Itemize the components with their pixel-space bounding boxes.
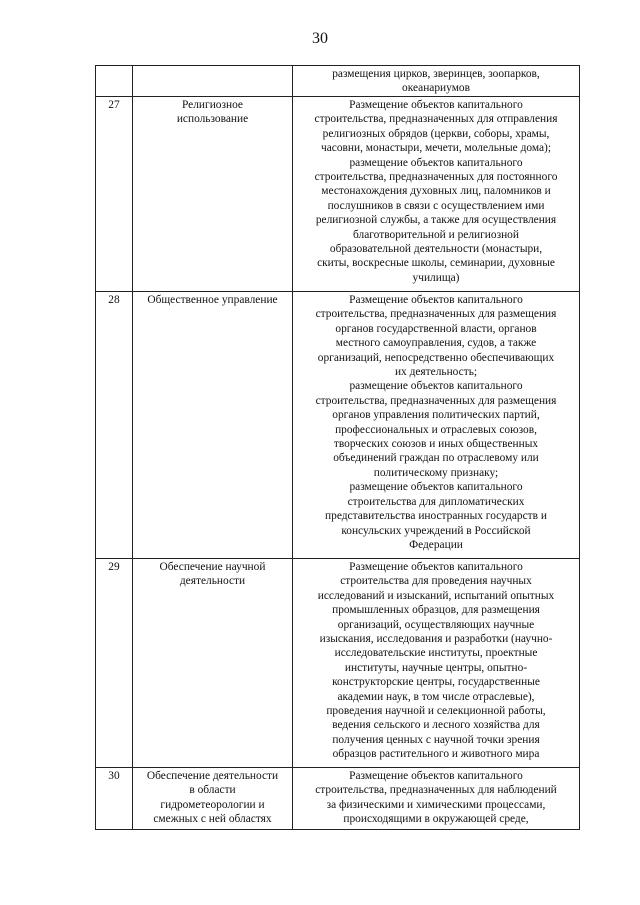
- name-line: в области: [189, 784, 236, 797]
- description-line: океанариумов: [402, 82, 470, 95]
- description-line: образцов растительного и животного мира: [332, 748, 540, 761]
- description-line: промышленных образцов, для размещения: [332, 604, 540, 617]
- description-line: строительства, предназначенных для отправления: [314, 113, 558, 126]
- row-number: 28: [96, 292, 133, 559]
- description-line: профессиональных и отраслевых союзов,: [335, 423, 537, 436]
- name-line: Обеспечение научной: [159, 561, 266, 573]
- table-row: [96, 292, 580, 559]
- description-line: Размещение объектов капитального: [349, 294, 523, 306]
- description-line: организаций, осуществляющих научные: [337, 618, 535, 631]
- land-use-table: [95, 65, 580, 830]
- description-line: за физическими и химическими процессами,: [326, 798, 546, 811]
- description-line: образовательной деятельности (монастыри,: [329, 243, 543, 256]
- description-line: училища): [412, 271, 460, 284]
- table-body: [96, 66, 580, 830]
- description-line: исследований и изысканий, испытаний опытных: [317, 589, 555, 602]
- name-line: смежных с ней областях: [153, 813, 272, 826]
- description-line: строительства, предназначенных для размещения: [315, 308, 557, 321]
- description-line: институты, научные центры, опытно-: [344, 661, 528, 674]
- row-number: 27: [96, 97, 133, 292]
- use-type-description: [293, 768, 580, 830]
- description-line: религиозных обрядов (церкви, соборы, храмы,: [322, 127, 550, 140]
- name-line: Обеспечение деятельности: [146, 770, 279, 782]
- table-row: [96, 66, 580, 97]
- row-number: [96, 66, 133, 97]
- description-line: размещение объектов капитального: [349, 380, 523, 393]
- table-row: [96, 768, 580, 830]
- use-type-name: [133, 97, 293, 292]
- row-number: 29: [96, 559, 133, 768]
- description-line: консульских учреждений в Российской: [341, 524, 531, 537]
- description-line: Размещение объектов капитального: [349, 99, 523, 111]
- page-number: 30: [312, 30, 328, 47]
- description-line: академии наук, в том числе отраслевые),: [337, 690, 535, 703]
- description-line: представительства иностранных государств и: [325, 510, 547, 523]
- description-line: строительства, предназначенных для размещения: [315, 394, 557, 407]
- description-line: местного самоуправления, судов, а также: [335, 337, 537, 350]
- description-line: размещение объектов капитального: [349, 481, 523, 494]
- name-line: деятельности: [179, 575, 246, 588]
- use-type-name: [133, 768, 293, 830]
- description-line: Размещение объектов капитального: [349, 561, 523, 573]
- description-line: строительства для дипломатических: [347, 495, 525, 508]
- description-line: их деятельность;: [394, 366, 478, 379]
- description-line: религиозной службы, а также для осуществления: [315, 214, 557, 227]
- use-type-description: [293, 559, 580, 768]
- description-line: органов управления политических партий,: [332, 409, 540, 422]
- description-line: строительства, предназначенных для наблюдений: [315, 784, 557, 797]
- description-line: благотворительной и религиозной: [353, 228, 519, 241]
- description-line: размещение объектов капитального: [349, 156, 523, 169]
- description-line: размещения цирков, зверинцев, зоопарков,: [332, 68, 540, 80]
- use-type-description: [293, 292, 580, 559]
- row-number: 30: [96, 768, 133, 830]
- description-line: часовни, монастыри, мечети, молельные дома);: [320, 142, 551, 155]
- description-line: конструкторские центры, государственные: [332, 676, 540, 689]
- description-line: Федерации: [409, 538, 463, 551]
- table-row: [96, 97, 580, 292]
- description-line: Размещение объектов капитального: [349, 770, 523, 782]
- description-line: скиты, воскресные школы, семинарии, духовные: [317, 257, 555, 270]
- name-line: Религиозное: [182, 99, 243, 111]
- description-line: ведения сельского и лесного хозяйства для: [332, 719, 540, 732]
- use-type-name: [133, 559, 293, 768]
- name-line: использование: [176, 113, 249, 126]
- description-line: исследовательские институты, проектные: [334, 647, 538, 660]
- description-line: строительства, предназначенных для постоянного: [314, 171, 558, 184]
- table-row: [96, 559, 580, 768]
- description-line: послушников в связи с осуществлением ими: [327, 199, 545, 212]
- name-line: гидрометеорологии и: [160, 798, 265, 811]
- description-line: изыскания, исследования и разработки (научно-: [319, 633, 553, 646]
- description-line: объединений граждан по отраслевому или: [333, 452, 539, 465]
- description-line: творческих союзов и иных общественных: [333, 438, 539, 451]
- description-line: проведения научной и селекционной работы,: [326, 705, 546, 718]
- description-line: местонахождения духовных лиц, паломников и: [321, 185, 551, 198]
- name-line: Общественное управление: [147, 294, 278, 306]
- description-line: политическому признаку;: [373, 466, 499, 479]
- description-line: организаций, непосредственно обеспечивающих: [317, 351, 555, 364]
- description-line: строительства для проведения научных: [340, 575, 532, 588]
- use-type-description: [293, 97, 580, 292]
- use-type-description: [293, 66, 580, 97]
- use-type-name: [133, 66, 293, 97]
- description-line: происходящими в окружающей среде,: [343, 813, 529, 826]
- use-type-name: [133, 292, 293, 559]
- description-line: получения ценных с научной точки зрения: [332, 733, 540, 746]
- description-line: органов государственной власти, органов: [335, 322, 537, 335]
